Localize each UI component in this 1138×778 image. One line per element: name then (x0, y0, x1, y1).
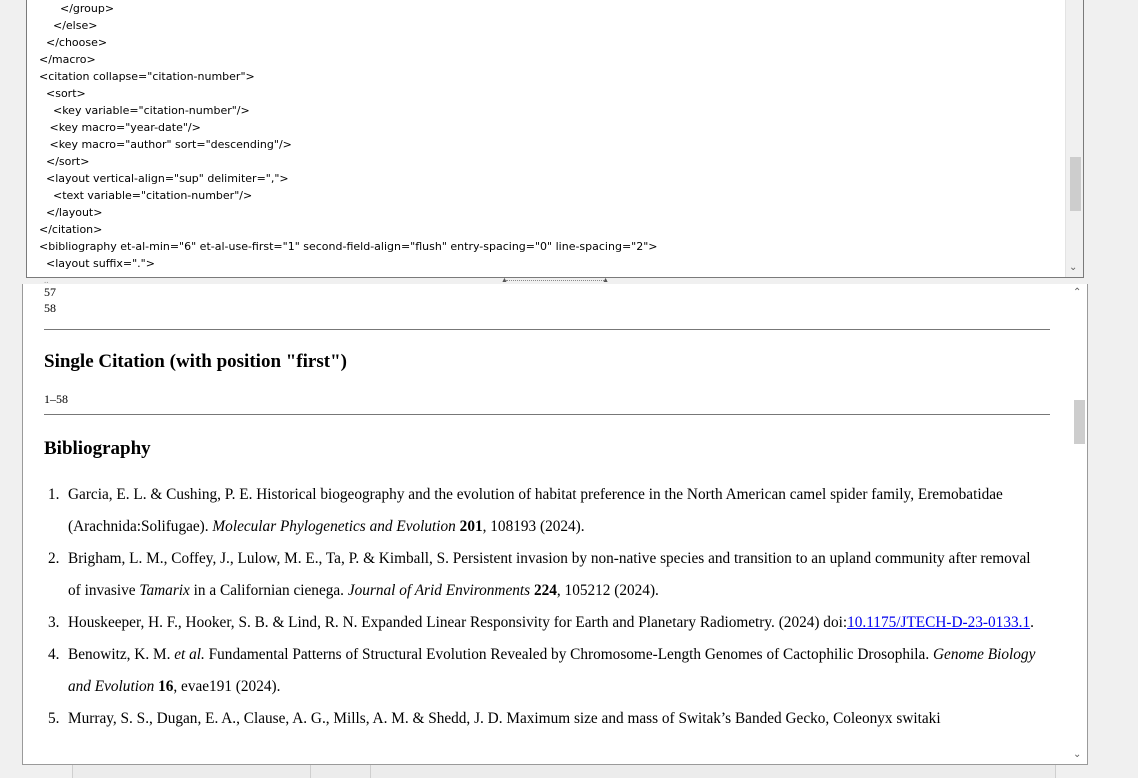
code-line[interactable]: <sort> (39, 87, 86, 100)
divider (44, 329, 1050, 330)
splitter-grip (506, 280, 604, 281)
code-line[interactable]: </layout> (39, 206, 103, 219)
citation-number: 58 (44, 301, 56, 315)
bibliography-entry: 1. Garcia, E. L. & Cushing, P. E. Historical biogeography and the evolution of habitat preference in the North American camel spider family, Eremobatidae (Arachnida:Solifugae). Molecular Phylogenetics and Evolution 201, 108193 (2024). (48, 486, 1003, 535)
preview-scrollbar[interactable] (1070, 284, 1087, 764)
bibliography-heading: Bibliography (44, 438, 151, 459)
splitter-handle-icon: ▲ (501, 277, 508, 284)
citation-number: 57 (44, 285, 56, 299)
code-line[interactable]: </group> (39, 2, 115, 15)
scroll-down-icon[interactable]: ⌄ (1069, 262, 1078, 273)
code-line[interactable]: <key macro="author" sort="descending"/> (39, 138, 292, 151)
scroll-up-icon[interactable]: ⌃ (1073, 287, 1082, 298)
code-line[interactable]: <text variable="citation-number"/> (39, 189, 253, 202)
code-line[interactable]: </else> (39, 19, 98, 32)
bibliography-entry: 5. Murray, S. S., Dugan, E. A., Clause, A. G., Mills, A. M. & Shedd, J. D. Maximum size and mass of Switak’s Banded Gecko, Coleonyx switaki (48, 710, 941, 727)
single-citation-value: 1–58 (44, 392, 68, 406)
code-line[interactable]: <layout vertical-align="sup" delimiter=","> (39, 172, 289, 185)
single-citation-heading: Single Citation (with position "first") (44, 351, 347, 372)
code-line[interactable]: <layout suffix="."> (39, 257, 155, 270)
citation-preview (22, 275, 1088, 765)
code-line[interactable]: </macro> (39, 53, 96, 66)
doi-link[interactable]: 10.1175/JTECH-D-23-0133.1 (847, 614, 1031, 631)
code-line[interactable]: <key macro="year-date"/> (39, 121, 201, 134)
splitter-handle-icon: ▲ (602, 277, 609, 284)
code-line[interactable]: <citation collapse="citation-number"> (39, 70, 255, 83)
divider (44, 414, 1050, 415)
editor-scroll-thumb[interactable] (1070, 157, 1081, 211)
csl-code-editor[interactable] (26, 0, 1084, 278)
clipped-line: .. (44, 275, 49, 285)
bibliography-list (44, 479, 1044, 735)
editor-scrollbar[interactable] (1065, 0, 1083, 277)
citation-number-list (44, 276, 56, 316)
pane-splitter[interactable] (498, 277, 612, 284)
bibliography-entry: 2. Brigham, L. M., Coffey, J., Lulow, M. E., Ta, P. & Kimball, S. Persistent invasion by non-native species and transition to an upland community after removal of invasive Tamarix in a Californian cienega. Journal of Arid Environments 224, 105212 (2024). (48, 550, 1031, 599)
code-line[interactable]: <bibliography et-al-min="6" et-al-use-first="1" second-field-align="flush" entry-spacing="0" line-spacing="2"> (39, 240, 658, 253)
bibliography-entry: 3. Houskeeper, H. F., Hooker, S. B. & Lind, R. N. Expanded Linear Responsivity for Earth and Planetary Radiometry. (2024) doi:10.1175/JTECH-D-23-0133.1. (48, 614, 1034, 631)
bibliography-entry: 4. Benowitz, K. M. et al. Fundamental Patterns of Structural Evolution Revealed by Chromosome-Length Genomes of Cactophilic Drosophila. Genome Biology and Evolution 16, evae191 (2024). (48, 646, 1036, 695)
code-line[interactable]: </choose> (39, 36, 108, 49)
code-line[interactable]: <key variable="citation-number"/> (39, 104, 250, 117)
scroll-down-icon[interactable]: ⌄ (1073, 749, 1082, 760)
preview-scroll-thumb[interactable] (1074, 400, 1085, 444)
code-line[interactable]: </sort> (39, 155, 90, 168)
code-line[interactable]: </citation> (39, 223, 103, 236)
code-text[interactable] (39, 0, 658, 272)
